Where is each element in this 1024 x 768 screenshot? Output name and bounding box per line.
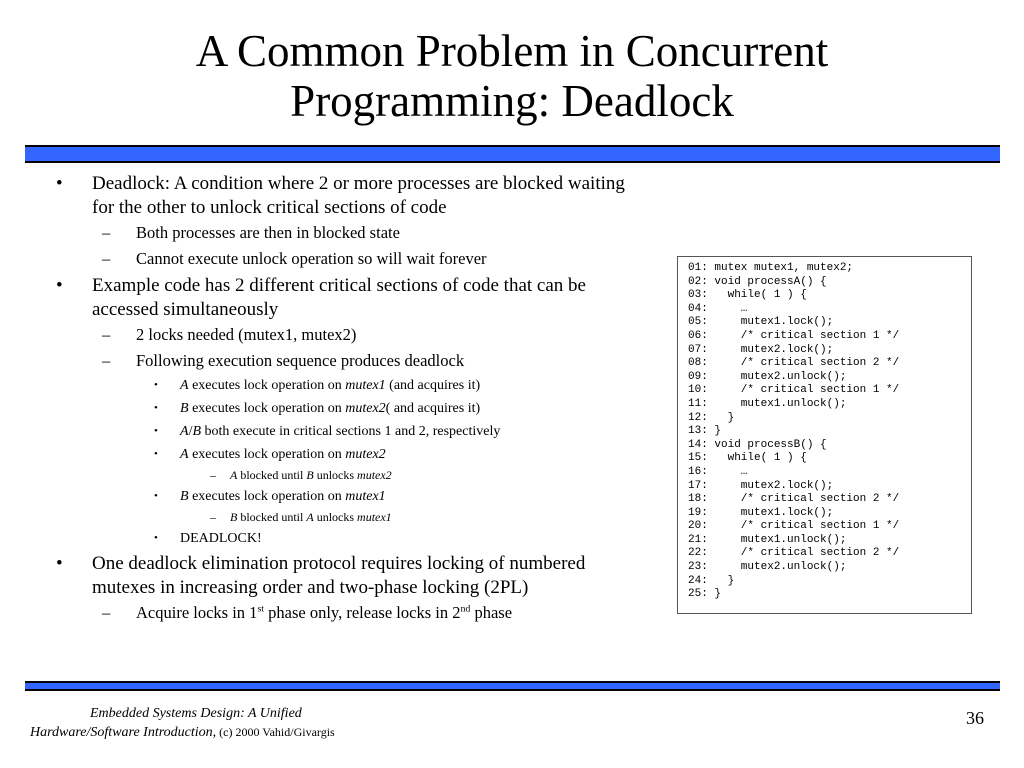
code-line: 07: mutex2.lock(); bbox=[688, 343, 834, 356]
bullet-mark: • bbox=[56, 173, 63, 194]
bottom-rule bbox=[25, 681, 1000, 691]
dash-mark: – bbox=[102, 603, 111, 622]
step-text: both execute in critical sections 1 and 2, respectively bbox=[201, 424, 501, 439]
process-name: A bbox=[180, 424, 189, 439]
bullet-text: Deadlock: A condition where 2 or more processes are blocked waiting for the other to unlock critical sections of code bbox=[92, 173, 625, 218]
bullet-elimination-protocol bbox=[40, 552, 640, 600]
code-line: 16: … bbox=[688, 465, 748, 478]
book-subtitle-line bbox=[30, 723, 450, 742]
code-line: 06: /* critical section 1 */ bbox=[688, 329, 900, 342]
step-text: blocked until bbox=[237, 468, 307, 482]
copyright: (c) 2000 Vahid/Givargis bbox=[216, 725, 335, 739]
step-text: unlocks bbox=[313, 468, 358, 482]
code-line: 04: … bbox=[688, 302, 748, 315]
code-block bbox=[688, 262, 971, 602]
code-line: 05: mutex1.lock(); bbox=[688, 316, 834, 329]
step-text: (and acquires it) bbox=[385, 378, 481, 393]
book-subtitle: Hardware/Software Introduction, bbox=[30, 725, 217, 740]
slide-title-line1: A Common Problem in Concurrent bbox=[195, 26, 829, 76]
sub-bullet-text: Following execution sequence produces deadlock bbox=[136, 351, 465, 370]
dash-mark: – bbox=[210, 468, 216, 482]
code-line: 17: mutex2.lock(); bbox=[688, 479, 834, 492]
step-text: DEADLOCK! bbox=[180, 531, 262, 546]
code-line: 12: } bbox=[688, 411, 735, 424]
code-line: 23: mutex2.unlock(); bbox=[688, 561, 847, 574]
code-line: 10: /* critical section 1 */ bbox=[688, 384, 900, 397]
bullet-text: One deadlock elimination protocol requires locking of numbered mutexes in increasing order and two-phase locking (2PL) bbox=[92, 553, 586, 598]
code-line: 14: void processB() { bbox=[688, 438, 827, 451]
step-b-locks-mutex2 bbox=[40, 397, 640, 420]
dash-mark: – bbox=[102, 351, 111, 370]
bullet-example-code bbox=[40, 274, 640, 322]
code-line: 01: mutex mutex1, mutex2; bbox=[688, 262, 854, 274]
bullet-mark: • bbox=[154, 379, 158, 391]
process-name: A bbox=[180, 378, 189, 393]
step-a-blocked bbox=[40, 466, 640, 485]
mutex-name: mutex2 bbox=[345, 447, 386, 462]
process-name: B bbox=[306, 468, 314, 482]
process-name: B bbox=[180, 489, 189, 504]
bullet-mark: • bbox=[154, 402, 158, 414]
sub-bullet-text: Acquire locks in 1 bbox=[136, 603, 258, 622]
footer-book-info bbox=[30, 704, 450, 742]
mutex-name: mutex1 bbox=[357, 510, 392, 524]
sub-bullet-text: 2 locks needed (mutex1, mutex2) bbox=[136, 325, 357, 344]
process-name: A bbox=[306, 510, 314, 524]
ordinal-suffix: nd bbox=[460, 603, 471, 615]
sub-bullet-text: Cannot execute unlock operation so will wait forever bbox=[136, 249, 487, 268]
step-text: executes lock operation on bbox=[188, 447, 346, 462]
step-text: executes lock operation on bbox=[188, 401, 346, 416]
sub-bullet-wait-forever bbox=[40, 246, 640, 272]
sub-bullet-blocked-state bbox=[40, 220, 640, 246]
slide-title-line2: Programming: Deadlock bbox=[290, 76, 734, 126]
code-line: 03: while( 1 ) { bbox=[688, 289, 807, 302]
step-a-locks-mutex1 bbox=[40, 374, 640, 397]
step-text: ( and acquires it) bbox=[385, 401, 481, 416]
bullet-mark: • bbox=[56, 553, 63, 574]
process-name: A bbox=[180, 447, 189, 462]
step-text: blocked until bbox=[237, 510, 307, 524]
process-name: B bbox=[180, 401, 189, 416]
sub-bullet-two-phase bbox=[40, 600, 640, 626]
code-line: 24: } bbox=[688, 574, 735, 587]
dash-mark: – bbox=[102, 325, 111, 344]
step-text: / bbox=[188, 424, 193, 439]
bullet-deadlock-definition bbox=[40, 172, 640, 220]
process-name: B bbox=[230, 510, 238, 524]
bullet-mark: • bbox=[154, 532, 158, 544]
bullet-mark: • bbox=[154, 425, 158, 437]
dash-mark: – bbox=[102, 249, 111, 268]
step-both-critical-sections bbox=[40, 420, 640, 443]
step-text: executes lock operation on bbox=[188, 378, 346, 393]
code-line: 25: } bbox=[688, 588, 722, 601]
dash-mark: – bbox=[210, 510, 216, 524]
bullet-mark: • bbox=[154, 448, 158, 460]
code-line: 21: mutex1.unlock(); bbox=[688, 533, 847, 546]
sub-bullet-text: Both processes are then in blocked state bbox=[136, 223, 400, 242]
code-listing bbox=[677, 256, 972, 614]
step-text: unlocks bbox=[313, 510, 358, 524]
bullet-text: Example code has 2 different critical sections of code that can be accessed simultaneously bbox=[92, 275, 586, 320]
code-line: 11: mutex1.unlock(); bbox=[688, 397, 847, 410]
mutex-name: mutex1 bbox=[345, 489, 386, 504]
bullet-mark: • bbox=[56, 275, 63, 296]
code-line: 02: void processA() { bbox=[688, 275, 827, 288]
page-number: 36 bbox=[966, 708, 984, 728]
sub-bullet-two-locks bbox=[40, 322, 640, 348]
step-b-locks-mutex1 bbox=[40, 485, 640, 508]
bullet-list bbox=[40, 170, 640, 626]
step-deadlock bbox=[40, 527, 640, 550]
code-line: 19: mutex1.lock(); bbox=[688, 506, 834, 519]
mutex-name: mutex2 bbox=[357, 468, 392, 482]
code-line: 13: } bbox=[688, 425, 722, 438]
book-title: Embedded Systems Design: A Unified bbox=[90, 706, 302, 721]
code-line: 08: /* critical section 2 */ bbox=[688, 357, 900, 370]
step-a-locks-mutex2 bbox=[40, 443, 640, 466]
step-text: executes lock operation on bbox=[188, 489, 346, 504]
mutex-name: mutex2 bbox=[345, 401, 386, 416]
sub-bullet-execution-sequence bbox=[40, 348, 640, 374]
process-name: A bbox=[230, 468, 238, 482]
ordinal-suffix: st bbox=[257, 603, 265, 615]
sub-bullet-text: phase only, release locks in 2 bbox=[264, 603, 461, 622]
code-line: 18: /* critical section 2 */ bbox=[688, 493, 900, 506]
slide-title bbox=[0, 26, 1024, 126]
code-line: 09: mutex2.unlock(); bbox=[688, 370, 847, 383]
code-line: 15: while( 1 ) { bbox=[688, 452, 807, 465]
bullet-mark: • bbox=[154, 490, 158, 502]
sub-bullet-text: phase bbox=[470, 603, 513, 622]
process-name: B bbox=[192, 424, 202, 439]
mutex-name: mutex1 bbox=[345, 378, 386, 393]
code-line: 22: /* critical section 2 */ bbox=[688, 547, 900, 560]
code-line: 20: /* critical section 1 */ bbox=[688, 520, 900, 533]
step-b-blocked bbox=[40, 508, 640, 527]
dash-mark: – bbox=[102, 223, 111, 242]
top-rule bbox=[25, 145, 1000, 163]
